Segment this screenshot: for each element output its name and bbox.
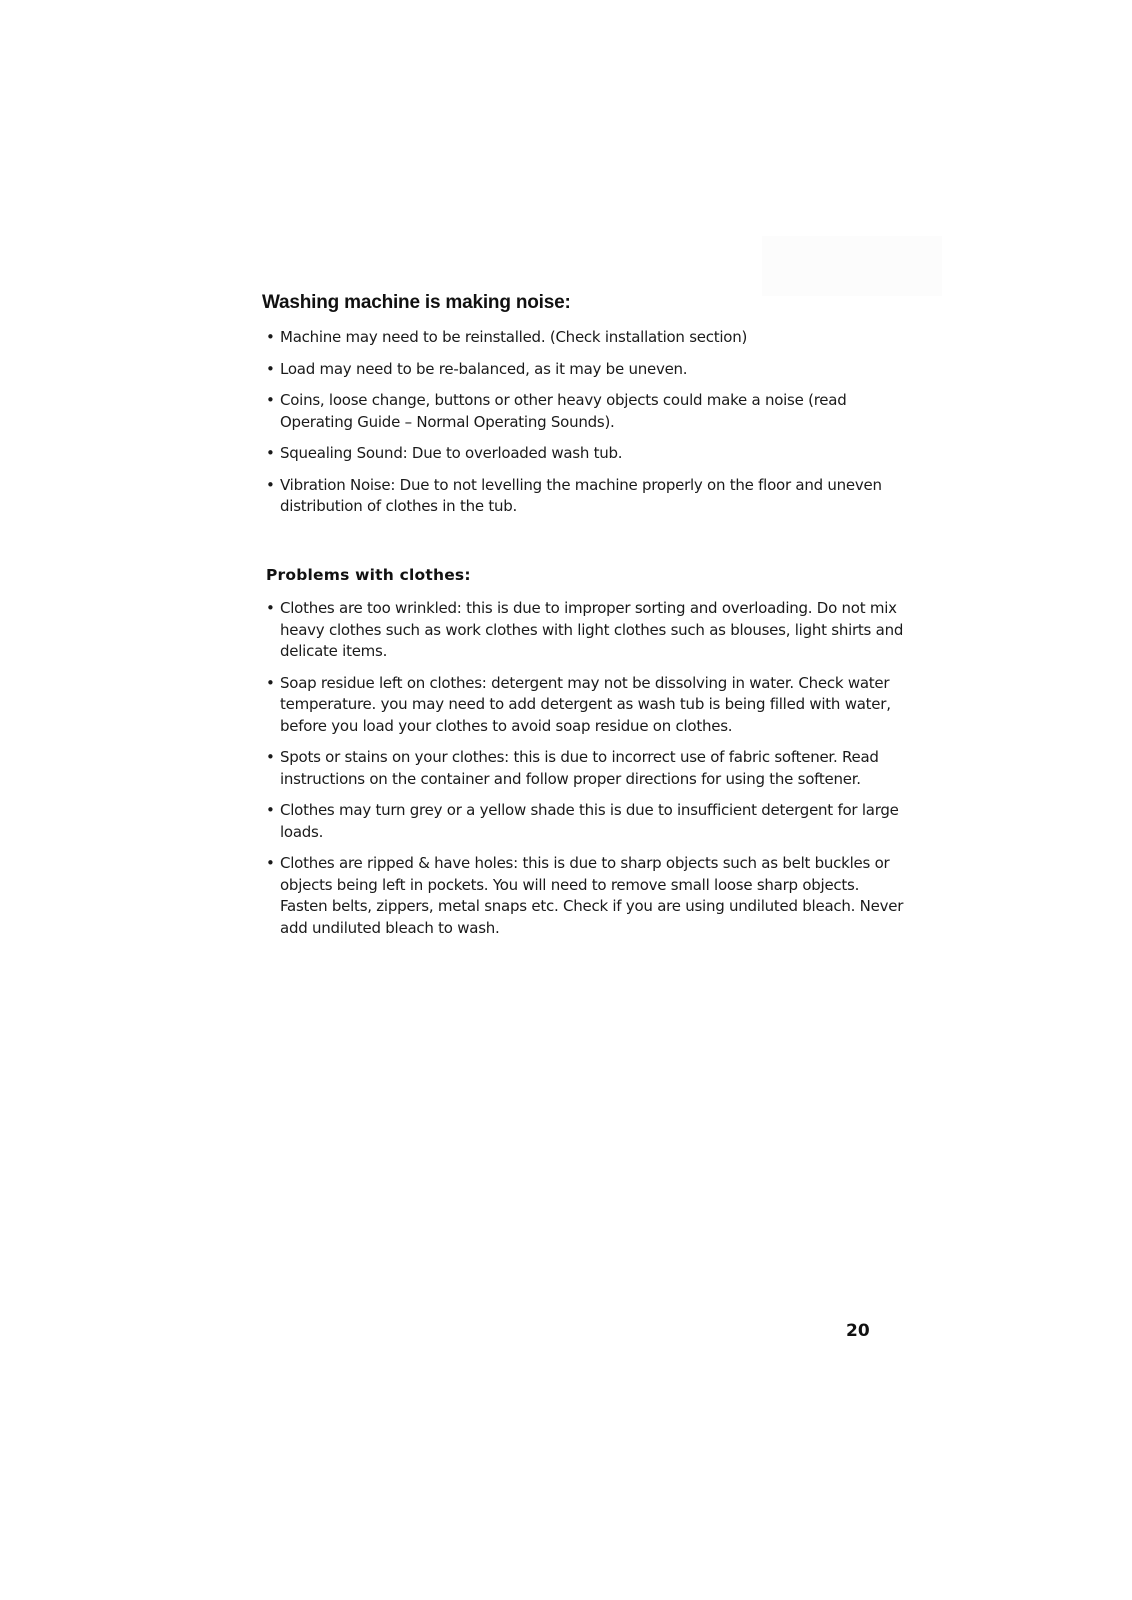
item-text: Vibration Noise: Due to not levelling the machine properly on the floor and uneven distribution of clothes in the tub. xyxy=(280,475,882,515)
list-item xyxy=(264,390,904,433)
heading-clothes: Problems with clothes: xyxy=(266,566,471,584)
bullet-icon: • xyxy=(266,673,275,692)
noise-list xyxy=(264,327,904,528)
list-item xyxy=(264,853,904,939)
bullet-icon: • xyxy=(266,748,275,766)
page-number: 20 xyxy=(846,1321,870,1341)
list-item xyxy=(264,475,904,518)
bullet-icon: • xyxy=(266,444,275,462)
bullet-icon: • xyxy=(266,475,275,494)
bullet-icon: • xyxy=(266,599,275,617)
list-item xyxy=(264,747,904,790)
item-text: Spots or stains on your clothes: this is due to incorrect use of fabric softener. Read instructions on the container and follow proper directions for using the softener. xyxy=(280,748,879,788)
item-text: Machine may need to be reinstalled. (Check installation section) xyxy=(280,328,748,346)
clothes-list xyxy=(264,598,904,949)
list-item xyxy=(264,359,904,381)
heading-noise: Washing machine is making noise: xyxy=(262,292,571,313)
item-text: Clothes are too wrinkled: this is due to improper sorting and overloading. Do not mix heavy clothes such as work clothes with light clothes such as blouses, light shirts and delicate items. xyxy=(280,599,904,660)
item-text: Clothes are ripped & have holes: this is due to sharp objects such as belt buckles or objects being left in pockets. You will need to remove small loose sharp objects. Fasten belts, zippers, metal snaps etc. Check if you are using undiluted bleach. Never add undiluted bleach to wash. xyxy=(280,854,904,937)
bullet-icon: • xyxy=(266,854,275,872)
list-item xyxy=(264,443,904,465)
item-text: Squealing Sound: Due to overloaded wash tub. xyxy=(280,444,623,462)
bullet-icon: • xyxy=(266,328,275,346)
faint-scan-artifact xyxy=(762,236,942,296)
bullet-icon: • xyxy=(266,359,275,378)
bullet-icon: • xyxy=(266,801,275,819)
bullet-icon: • xyxy=(266,391,275,409)
item-text: Soap residue left on clothes: detergent may not be dissolving in water. Check water temperature. you may need to add detergent as wash tub is being filled with water, before you load your clothes to avoid soap residue on clothes. xyxy=(280,673,891,735)
list-item xyxy=(264,800,904,843)
item-text: Clothes may turn grey or a yellow shade this is due to insufficient detergent for large loads. xyxy=(280,801,899,841)
list-item xyxy=(264,598,904,663)
item-text: Coins, loose change, buttons or other heavy objects could make a noise (read Operating Guide – Normal Operating Sounds). xyxy=(280,391,847,431)
item-text: Load may need to be re-balanced, as it may be uneven. xyxy=(280,359,688,378)
list-item xyxy=(264,673,904,738)
list-item xyxy=(264,327,904,349)
